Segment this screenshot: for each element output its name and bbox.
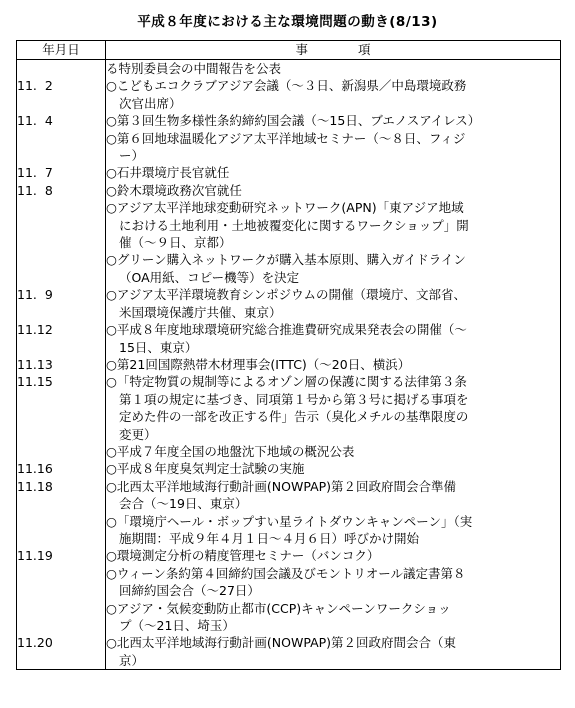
event-item-continuation: プ（～21日、埼玉）: [119, 618, 235, 633]
items-column-cell: [106, 60, 561, 670]
date-column-cell: [17, 60, 106, 670]
event-item-continuation: 施期間：平成９年４月１日～４月６日）呼びかけ開始: [119, 530, 420, 546]
event-item-line: ○第３回生物多様性条約締約国会議（～15日、ブエノスアイレス）: [106, 113, 481, 129]
event-item-continuation: 会合（～19日、東京）: [119, 496, 248, 512]
page-title: 平成８年度における主な環境問題の動き(8/13): [137, 14, 438, 30]
date-spacer: [17, 217, 105, 234]
event-item-line: ○アジア太平洋地球変動研究ネットワーク(APN)「東アジア地域: [106, 200, 464, 216]
event-date: 11.20: [17, 635, 53, 651]
event-item-continuation: 回締約国会合（～27日）: [119, 583, 260, 599]
event-item-line: ○アジア太平洋環境教育シンポジウムの開催（環境庁、文部省、: [106, 287, 466, 303]
item-column-header: 事 項: [106, 41, 561, 60]
event-item-line: る特別委員会の中間報告を公表: [106, 61, 282, 76]
date-spacer: [17, 391, 105, 408]
event-item-line: ○こどもエコクラブアジア会議（～３日、新潟県／中島環境政務: [106, 78, 467, 94]
event-item-continuation: 第１項の規定に基づき、同項第１号から第３号に掲げる事項を: [119, 391, 469, 407]
event-item-line: ○北西太平洋地域海行動計画(NOWPAP)第２回政府間会合（東: [106, 635, 457, 651]
event-item-continuation: （OA用紙、コピー機等）を決定: [119, 269, 300, 285]
event-item-continuation: 京）: [119, 652, 145, 668]
event-item-line: ○鈴木環境政務次官就任: [106, 182, 242, 198]
event-item-line: ○第21回国際熱帯木材理事会(ITTC)（～20日、横浜）: [106, 356, 411, 372]
event-item-line: ○平成８年度臭気判定士試験の実施: [106, 461, 305, 477]
event-date: 11.13: [17, 356, 53, 372]
date-spacer: [17, 95, 105, 112]
date-spacer: [17, 199, 105, 216]
event-date: 11.12: [17, 322, 53, 338]
date-spacer: [17, 600, 105, 617]
event-item-line: ○「環境庁ヘール・ボップすい星ライトダウンキャンペーン」（実: [106, 513, 473, 529]
date-spacer: [17, 617, 105, 634]
date-spacer: [17, 147, 105, 164]
event-item-line: ○ウィーン条約第４回締約国会議及びモントリオール議定書第８: [106, 565, 466, 581]
date-spacer: [17, 652, 105, 669]
event-item-line: ○「特定物質の規制等によるオゾン層の保護に関する法律第３条: [106, 374, 467, 390]
events-table: [16, 40, 561, 670]
date-spacer: [17, 130, 105, 147]
event-item-line: ○平成７年度全国の地盤沈下地域の概況公表: [106, 443, 355, 459]
event-item-line: ○第６回地球温暖化アジア太平洋地域セミナー（～８日、フィジ: [106, 130, 466, 146]
date-spacer: [17, 565, 105, 582]
event-date: 11.18: [17, 478, 53, 494]
date-spacer: [17, 443, 105, 460]
date-spacer: [17, 269, 105, 286]
event-date: 11.15: [17, 374, 53, 390]
table-header-row: [17, 41, 561, 60]
date-spacer: [17, 513, 105, 530]
date-column-header: 年月日: [17, 41, 106, 60]
event-date: 11. 4: [17, 113, 53, 129]
event-item-line: ○石井環境庁長官就任: [106, 165, 230, 181]
event-item-line: ○北西太平洋地域海行動計画(NOWPAP)第２回政府間会合準備: [106, 478, 457, 494]
event-item-continuation: 次官出席）: [119, 95, 182, 111]
date-spacer: [17, 234, 105, 251]
event-date: 11. 8: [17, 182, 53, 198]
event-item-continuation: 催（～９日、京都）: [119, 235, 232, 251]
event-item-continuation: 定めた件の一部を改正する件」告示（臭化メチルの基準限度の: [119, 409, 469, 425]
date-spacer: [17, 495, 105, 512]
event-date: 11. 9: [17, 287, 53, 303]
event-date: 11.19: [17, 548, 53, 564]
event-item-continuation: 変更）: [119, 426, 157, 442]
event-item-continuation: ー）: [119, 148, 145, 164]
date-spacer: [17, 426, 105, 443]
table-body-row: [17, 60, 561, 670]
event-date: 11. 2: [17, 78, 53, 94]
event-item-continuation: における土地利用・土地被覆変化に関するワークショップ」開: [119, 217, 469, 233]
event-item-line: ○平成８年度地球環境研究総合推進費研究成果発表会の開催（～: [106, 322, 467, 338]
date-spacer: [17, 530, 105, 547]
date-spacer: [17, 251, 105, 268]
event-item-line: ○グリーン購入ネットワークが購入基本原則、購入ガイドライン: [106, 252, 466, 268]
event-item-continuation: 15日、東京）: [119, 339, 198, 355]
event-item-line: ○アジア・気候変動防止都市(CCP)キャンペーンワークショッ: [106, 600, 451, 616]
date-spacer: [17, 339, 105, 356]
event-item-continuation: 米国環境保護庁共催、東京）: [119, 304, 282, 320]
event-date: 11. 7: [17, 165, 53, 181]
event-date: 11.16: [17, 461, 53, 477]
date-spacer: [17, 304, 105, 321]
date-spacer: [17, 60, 105, 77]
date-spacer: [17, 582, 105, 599]
event-item-line: ○環境測定分析の精度管理セミナー（バンコク）: [106, 548, 380, 564]
date-spacer: [17, 408, 105, 425]
